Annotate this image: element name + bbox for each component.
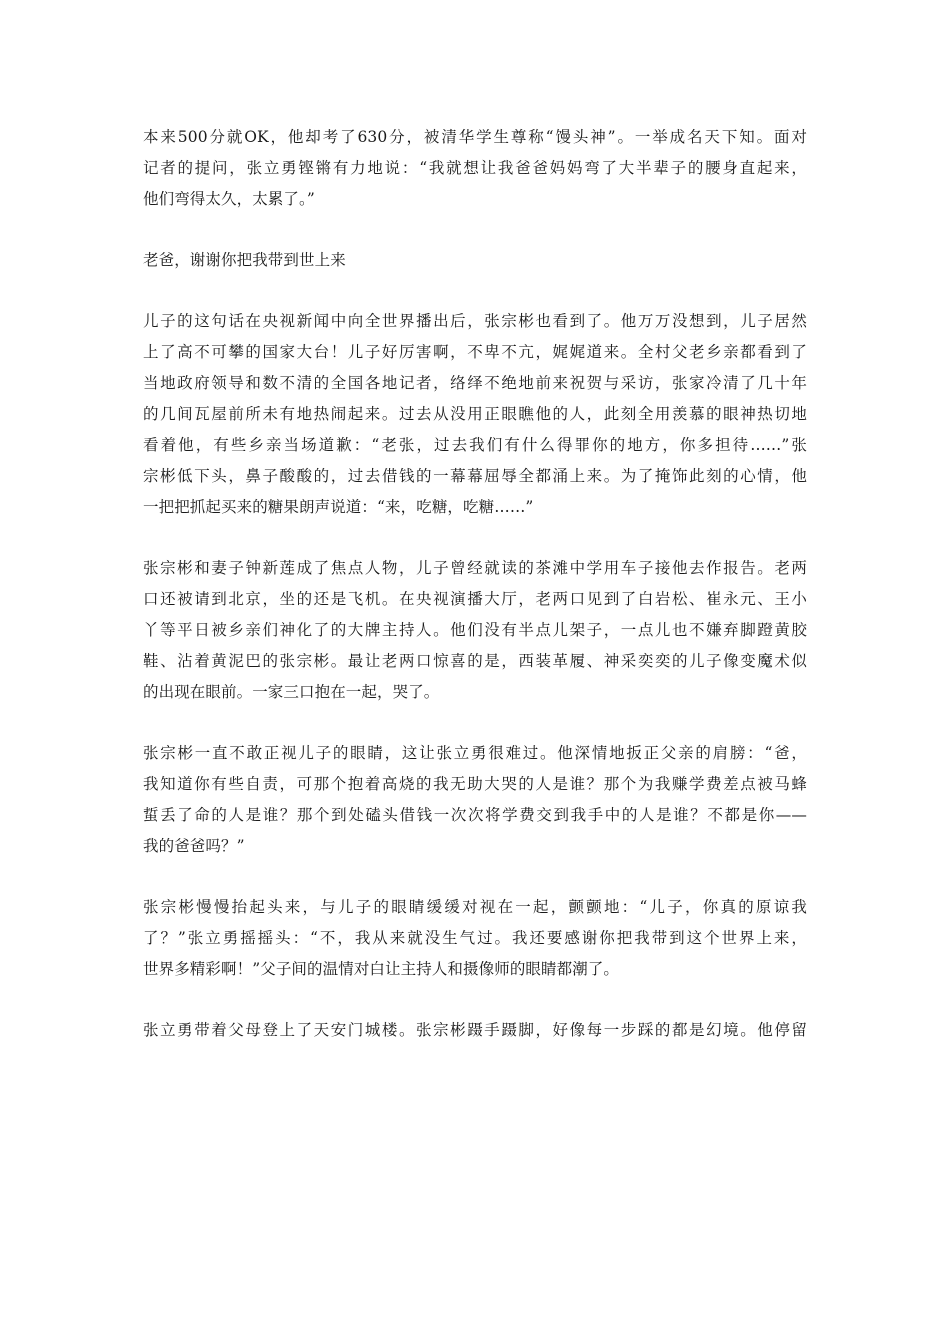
paragraph-6 (143, 892, 807, 985)
paragraph-3 (143, 306, 807, 523)
text-line: 口还被请到北京，坐的还是飞机。在央视演播大厅，老两口见到了白岩松、崔永元、王小 (143, 590, 807, 608)
text-line: 张宗彬慢慢抬起头来，与儿子的眼睛缓缓对视在一起，颤颤地：“儿子，你真的原谅我 (143, 898, 807, 916)
text-line: 张宗彬和妻子钟新莲成了焦点人物，儿子曾经就读的茶滩中学用车子接他去作报告。老两 (143, 559, 807, 577)
text-line: 记者的提问，张立勇铿锵有力地说：“我就想让我爸爸妈妈弯了大半辈子的腰身直起来， (143, 159, 807, 177)
text-line: 蜇丢了命的人是谁？那个到处磕头借钱一次次将学费交到我手中的人是谁？不都是你—— (143, 806, 807, 824)
text-line: 的几间瓦屋前所未有地热闹起来。过去从没用正眼瞧他的人，此刻全用羡慕的眼神热切地 (143, 405, 807, 423)
text-line: 的出现在眼前。一家三口抱在一起，哭了。 (143, 683, 440, 701)
text-line: 我的爸爸吗？” (143, 837, 245, 855)
text-line: 张宗彬一直不敢正视儿子的眼睛，这让张立勇很难过。他深情地扳正父亲的肩膀：“爸， (143, 744, 807, 762)
text-line: 本来500分就OK，他却考了630分，被清华学生尊称“馒头神”。一举成名天下知。面对 (143, 128, 807, 146)
paragraph-7 (143, 1015, 807, 1046)
text-line: 我知道你有些自责，可那个抱着高烧的我无助大哭的人是谁？那个为我赚学费差点被马蜂 (143, 775, 807, 793)
article-body (143, 122, 807, 1076)
text-line: 他们弯得太久，太累了。” (143, 190, 315, 208)
heading-text: 老爸，谢谢你把我带到世上来 (143, 251, 346, 269)
text-line: 鞋、沾着黄泥巴的张宗彬。最让老两口惊喜的是，西装革履、神采奕奕的儿子像变魔术似 (143, 652, 807, 670)
text-line: 看着他，有些乡亲当场道歉：“老张，过去我们有什么得罪你的地方，你多担待……”张 (143, 436, 807, 454)
text-line: 一把把抓起买来的糖果朗声说道：“来，吃糖，吃糖……” (143, 498, 534, 516)
text-line: 儿子的这句话在央视新闻中向全世界播出后，张宗彬也看到了。他万万没想到，儿子居然 (143, 312, 807, 330)
text-line: 丫等平日被乡亲们神化了的大牌主持人。他们没有半点儿架子，一点儿也不嫌弃脚蹬黄胶 (143, 621, 807, 639)
text-line: 当地政府领导和数不清的全国各地记者，络绎不绝地前来祝贺与采访，张家冷清了几十年 (143, 374, 807, 392)
text-line: 世界多精彩啊！”父子间的温情对白让主持人和摄像师的眼睛都潮了。 (143, 960, 620, 978)
paragraph-4 (143, 553, 807, 708)
text-line: 张立勇带着父母登上了天安门城楼。张宗彬蹑手蹑脚，好像每一步踩的都是幻境。他停留 (143, 1021, 807, 1039)
text-line: 宗彬低下头，鼻子酸酸的，过去借钱的一幕幕屈辱全都涌上来。为了掩饰此刻的心情，他 (143, 467, 807, 485)
paragraph-1 (143, 122, 807, 215)
paragraph-5 (143, 738, 807, 862)
text-line: 上了高不可攀的国家大台！儿子好厉害啊，不卑不亢，娓娓道来。全村父老乡亲都看到了 (143, 343, 807, 361)
section-heading (143, 245, 807, 276)
text-line: 了？”张立勇摇摇头：“不，我从来就没生气过。我还要感谢你把我带到这个世界上来， (143, 929, 807, 947)
